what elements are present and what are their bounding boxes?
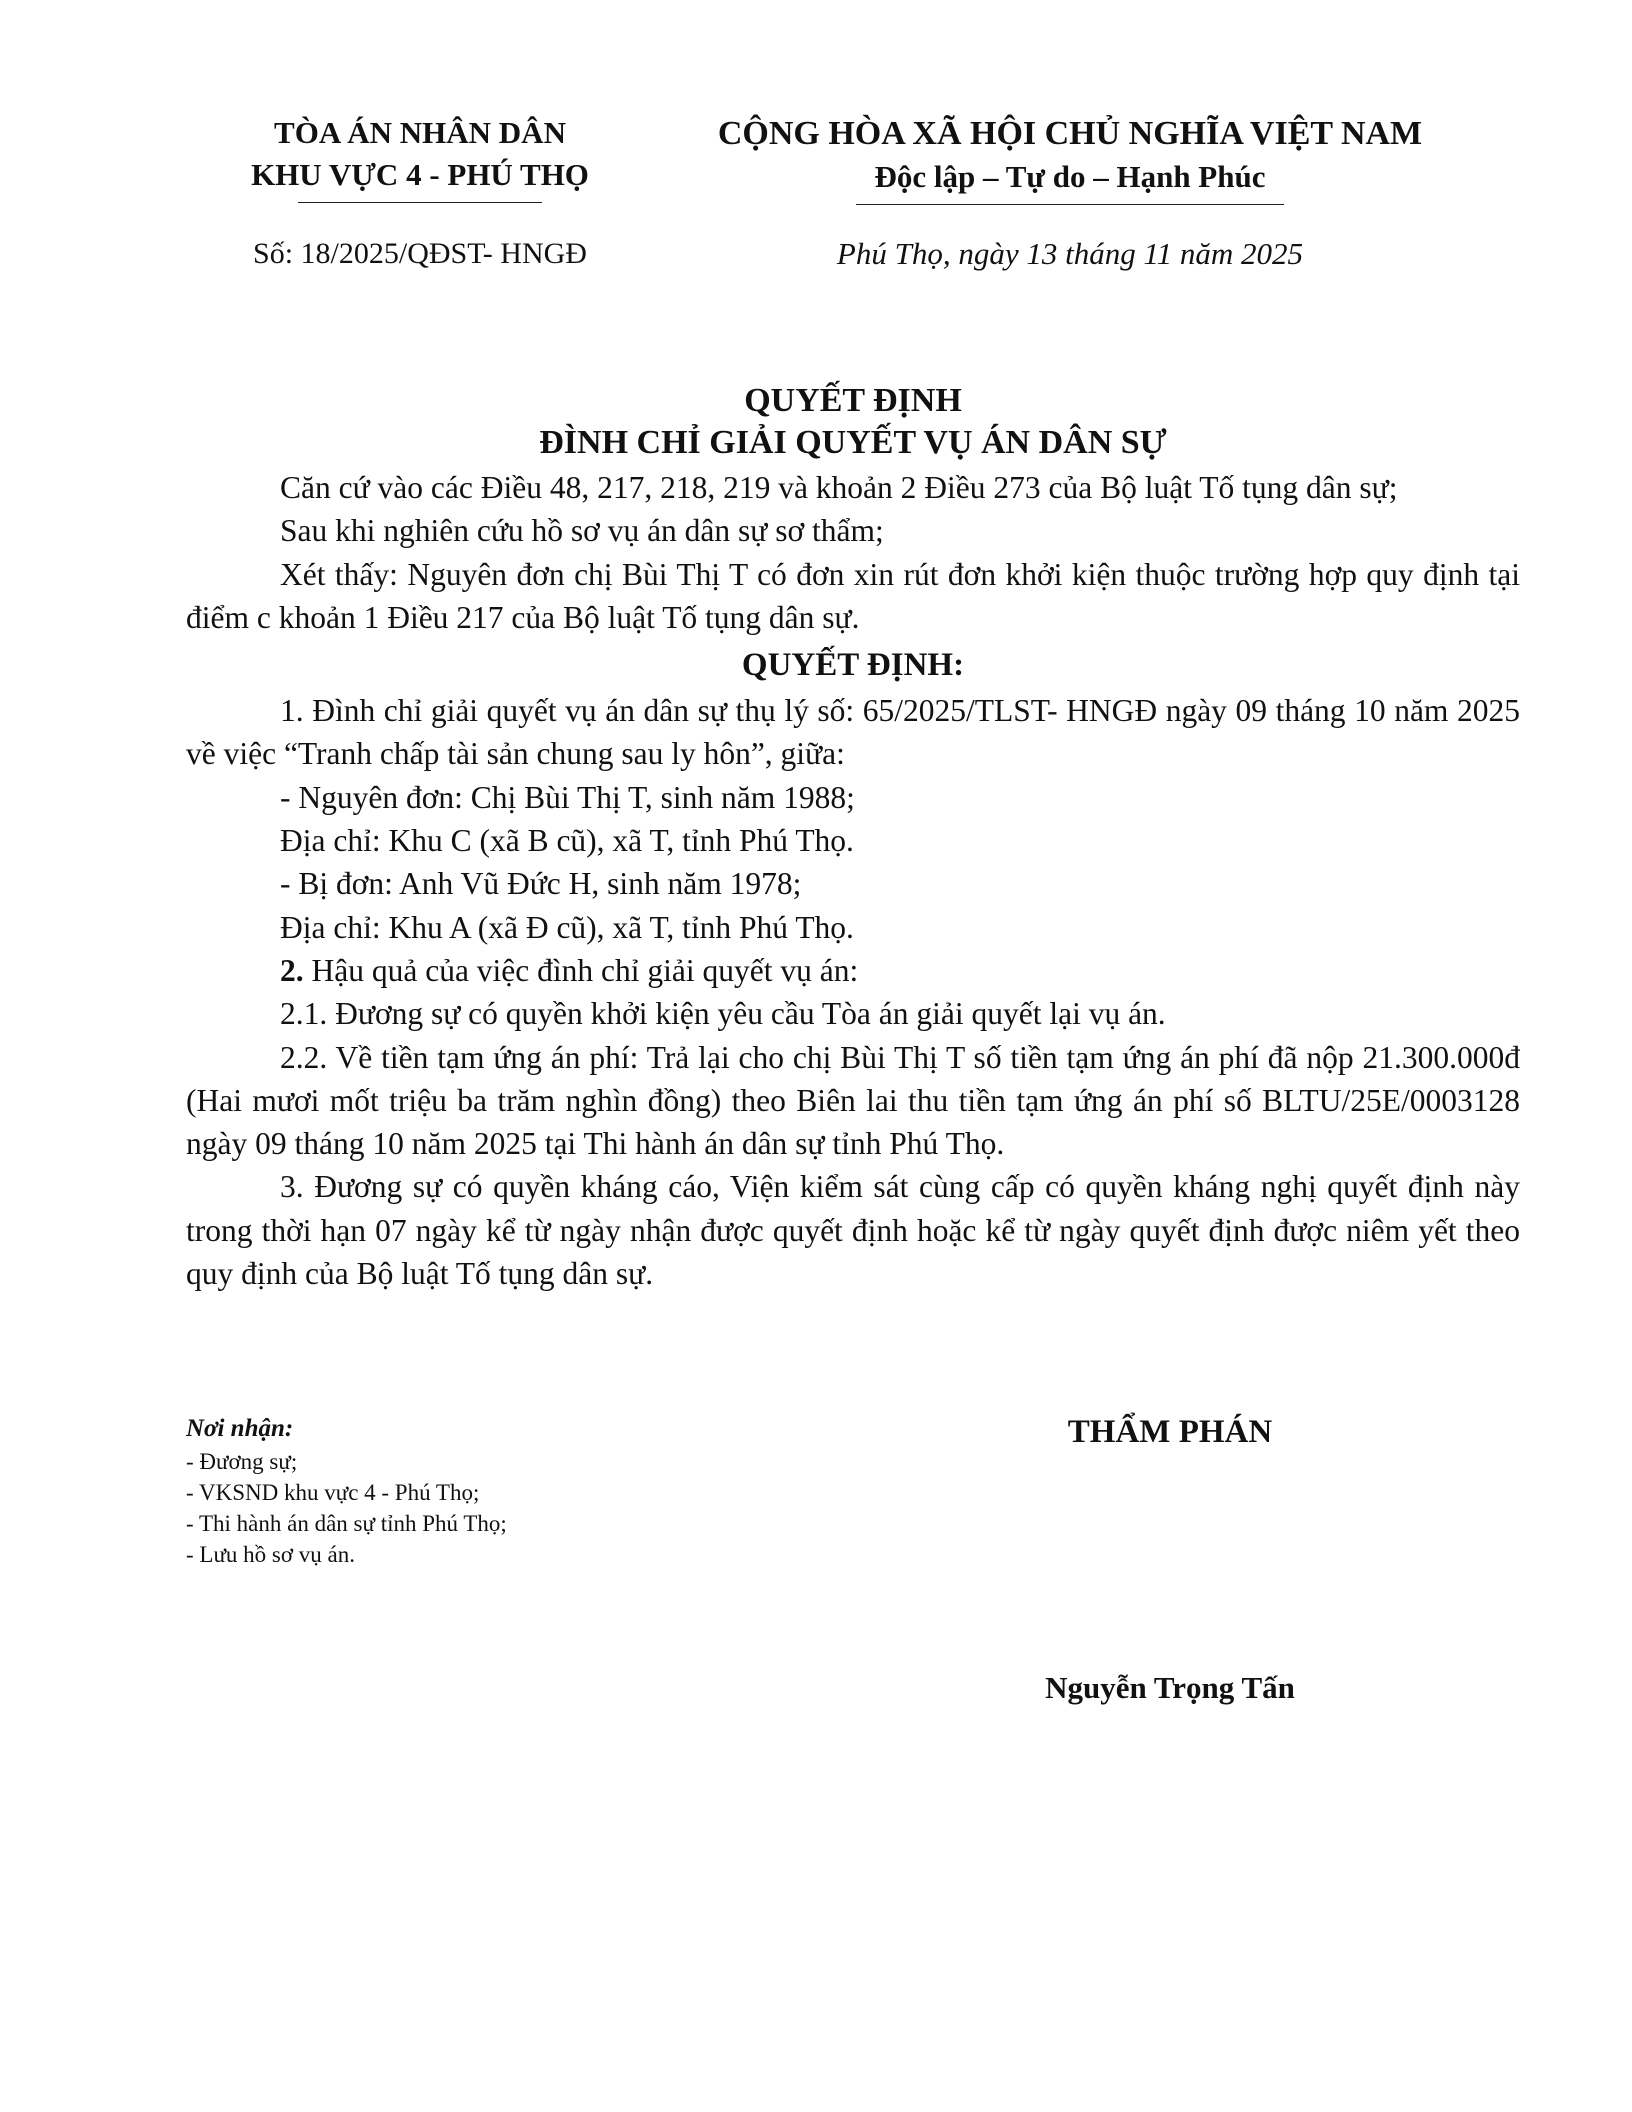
signer-title: THẨM PHÁN (1067, 1414, 1273, 1450)
recipients-block (186, 1412, 746, 1570)
motto-underline (856, 204, 1284, 205)
decision-item-2-2: 2.2. Về tiền tạm ứng án phí: Trả lại cho chị Bùi Thị T số tiền tạm ứng án phí đã nộp 21.300.000đ (Hai mươi mốt triệu ba trăm nghìn đồng) theo Biên lai thu tiền tạm ứng án phí số BLTU/25E/0003128 ngày 09 tháng 10 năm 2025 tại Thi hành án dân sự tỉnh Phú Thọ. (186, 1039, 1520, 1162)
decision-item-2-number: 2. (280, 952, 304, 988)
national-title-block (660, 112, 1480, 205)
court-underline (298, 202, 542, 203)
plaintiff-line: - Nguyên đơn: Chị Bùi Thị T, sinh năm 1988; (280, 779, 855, 815)
document-date: Phú Thọ, ngày 13 tháng 11 năm 2025 (836, 236, 1304, 271)
plaintiff-address: Địa chỉ: Khu C (xã B cũ), xã T, tỉnh Phú Thọ. (280, 823, 854, 859)
recipient-item: - VKSND khu vực 4 - Phú Thọ; (186, 1480, 480, 1505)
legal-basis-3: Xét thấy: Nguyên đơn chị Bùi Thị T có đơn xin rút đơn khởi kiện thuộc trường hợp quy định tại điểm c khoản 1 Điều 217 của Bộ luật Tố tụng dân sự. (186, 556, 1520, 635)
legal-basis-1: Căn cứ vào các Điều 48, 217, 218, 219 và khoản 2 Điều 273 của Bộ luật Tố tụng dân sự; (280, 470, 1398, 505)
document-body (186, 466, 1520, 1295)
decision-heading: QUYẾT ĐỊNH: (741, 647, 965, 684)
decision-item-3: 3. Đương sự có quyền kháng cáo, Viện kiểm sát cùng cấp có quyền kháng nghị quyết định này trong thời hạn 07 ngày kể từ ngày nhận được quyết định hoặc kể từ ngày quyết định được niêm yết theo quy định của Bộ luật Tố tụng dân sự. (186, 1169, 1520, 1292)
decision-item-2-text: Hậu quả của việc đình chỉ giải quyết vụ án: (303, 952, 859, 988)
defendant-line: - Bị đơn: Anh Vũ Đức H, sinh năm 1978; (280, 866, 802, 902)
recipient-item: - Lưu hồ sơ vụ án. (186, 1542, 355, 1567)
decision-item-2 (186, 949, 1520, 992)
document-number: Số: 18/2025/QĐST- HNGĐ (253, 237, 587, 270)
issuing-court-block (200, 112, 640, 203)
legal-basis-2: Sau khi nghiên cứu hồ sơ vụ án dân sự sơ thẩm; (280, 513, 884, 549)
signer-name: Nguyễn Trọng Tấn (1045, 1670, 1295, 1705)
document-title-block (186, 380, 1520, 464)
document-subtitle: ĐÌNH CHỈ GIẢI QUYẾT VỤ ÁN DÂN SỰ (539, 424, 1167, 461)
decision-item-1: 1. Đình chỉ giải quyết vụ án dân sự thụ lý số: 65/2025/TLST- HNGĐ ngày 09 tháng 10 năm 2025 về việc “Tranh chấp tài sản chung sau ly hôn”, giữa: (186, 693, 1520, 772)
document-title: QUYẾT ĐỊNH (744, 382, 962, 419)
decision-item-2-1: 2.1. Đương sự có quyền khởi kiện yêu cầu Tòa án giải quyết lại vụ án. (280, 996, 1166, 1032)
court-name-line1: TÒA ÁN NHÂN DÂN (274, 115, 566, 150)
recipient-item: - Thi hành án dân sự tỉnh Phú Thọ; (186, 1511, 507, 1536)
court-name-line2: KHU VỰC 4 - PHÚ THỌ (251, 157, 589, 192)
national-title: CỘNG HÒA XÃ HỘI CHỦ NGHĨA VIỆT NAM (717, 115, 1423, 152)
recipients-heading: Nơi nhận: (186, 1415, 294, 1442)
recipient-item: - Đương sự; (186, 1449, 298, 1474)
national-motto: Độc lập – Tự do – Hạnh Phúc (874, 159, 1266, 194)
defendant-address: Địa chỉ: Khu A (xã Đ cũ), xã T, tỉnh Phú Thọ. (280, 909, 854, 945)
